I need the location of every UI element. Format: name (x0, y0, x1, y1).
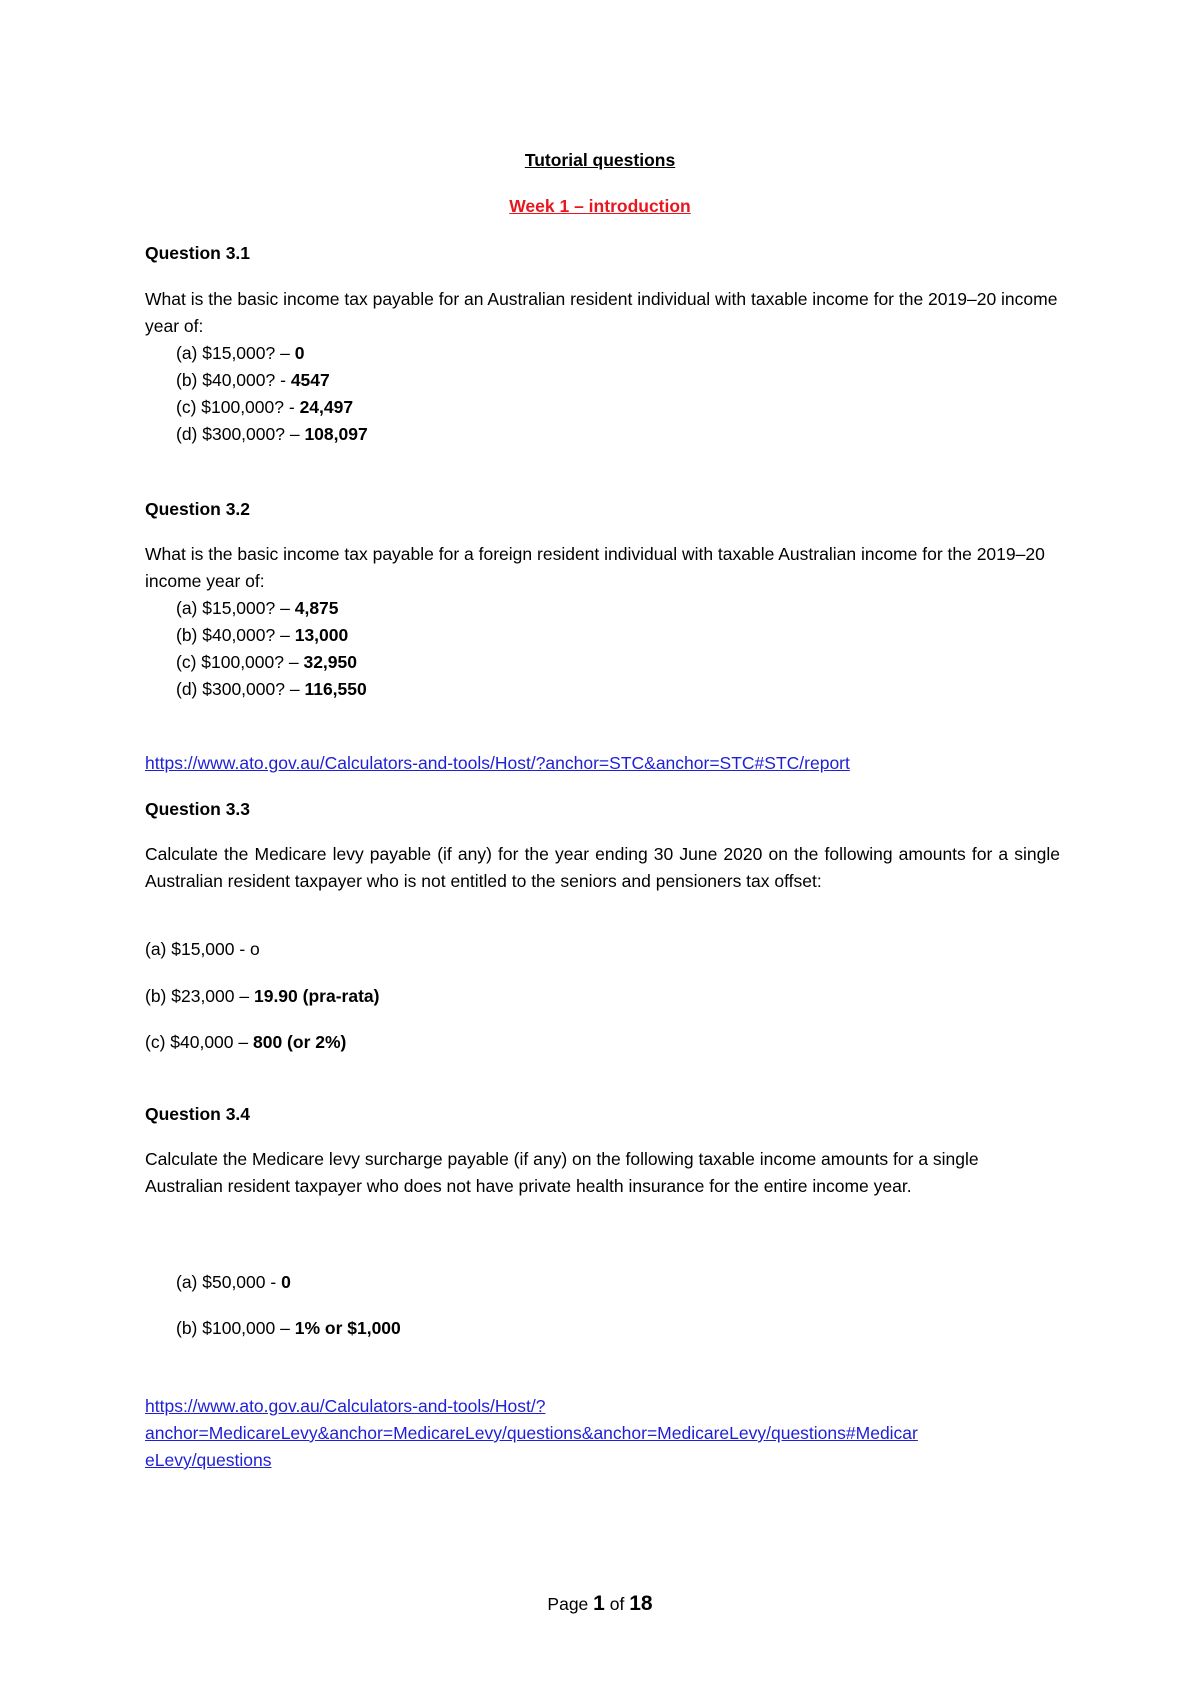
list-item: (d) $300,000? – 116,550 (176, 679, 367, 699)
list-item: (b) $23,000 – 19.90 (pra-rata) (145, 986, 380, 1006)
question-3-4-heading: Question 3.4 (145, 1104, 251, 1124)
list-item: (b) $40,000? - 4547 (176, 370, 330, 390)
question-3-3-heading: Question 3.3 (145, 799, 251, 819)
question-3-1-heading: Question 3.1 (145, 243, 251, 263)
list-item: (c) $100,000? - 24,497 (176, 397, 354, 417)
question-3-4-text: Calculate the Medicare levy surcharge payable (if any) on the following taxable income amounts for a single Australian resident taxpayer who does not have private health insurance for the entire income year. (145, 1149, 979, 1196)
list-item: (b) $100,000 – 1% or $1,000 (176, 1318, 401, 1338)
list-item: (a) $50,000 - 0 (176, 1272, 291, 1292)
list-item: (a) $15,000 - o (145, 939, 260, 959)
list-item: (a) $15,000? – 4,875 (176, 598, 339, 618)
question-3-2-heading: Question 3.2 (145, 499, 251, 519)
question-3-1-text: What is the basic income tax payable for an Australian resident individual with taxable income for the 2019–20 income year of: (145, 289, 1058, 336)
page-number: Page 1 of 18 (547, 1592, 653, 1615)
ato-medicare-levy-link-line-2[interactable]: anchor=MedicareLevy&anchor=MedicareLevy/questions&anchor=MedicareLevy/questions#Medicar (145, 1423, 918, 1443)
question-3-3-text: Calculate the Medicare levy payable (if any) for the year ending 30 June 2020 on the following amounts for a single Australian resident taxpayer who is not entitled to the seniors and pensioners tax offset: (145, 844, 1060, 891)
list-item: (a) $15,000? – 0 (176, 343, 305, 363)
document-title: Tutorial questions (524, 150, 676, 170)
week-heading: Week 1 – introduction (509, 196, 691, 216)
ato-tax-calculator-link[interactable]: https://www.ato.gov.au/Calculators-and-tools/Host/?anchor=STC&anchor=STC#STC/report (145, 753, 850, 773)
list-item: (d) $300,000? – 108,097 (176, 424, 368, 444)
ato-medicare-levy-link-line-3[interactable]: eLevy/questions (145, 1450, 272, 1470)
list-item: (c) $100,000? – 32,950 (176, 652, 357, 672)
list-item: (c) $40,000 – 800 (or 2%) (145, 1032, 347, 1052)
list-item: (b) $40,000? – 13,000 (176, 625, 349, 645)
question-3-2-text: What is the basic income tax payable for a foreign resident individual with taxable Australian income for the 2019–20 income year of: (145, 544, 1045, 591)
ato-medicare-levy-link-line-1[interactable]: https://www.ato.gov.au/Calculators-and-tools/Host/? (145, 1396, 546, 1416)
